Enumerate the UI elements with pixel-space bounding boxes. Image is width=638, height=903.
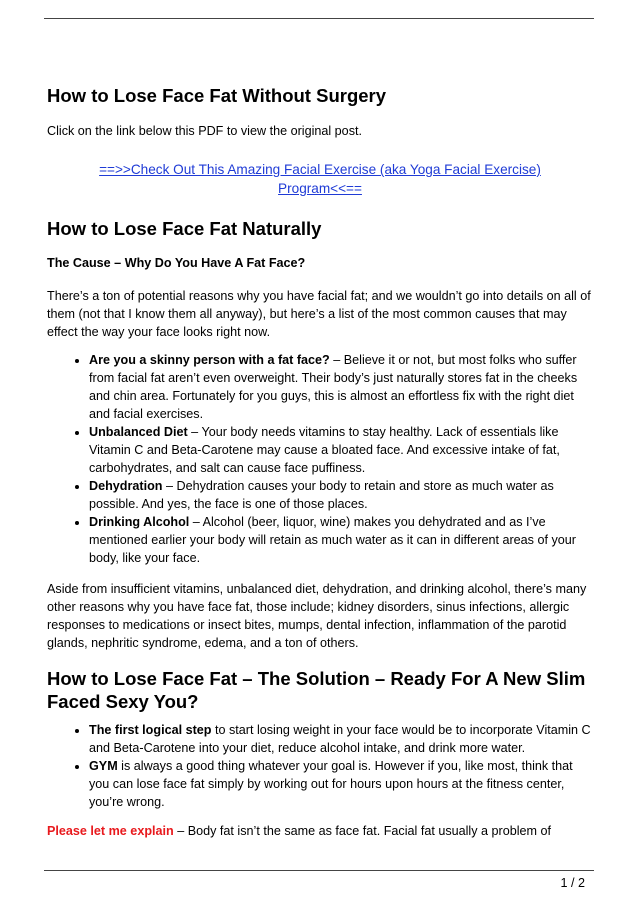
explain-paragraph: [47, 822, 593, 840]
list-item: [89, 757, 593, 811]
original-post-link[interactable]: ==>>Check Out This Amazing Facial Exercise (aka Yoga Facial Exercise) Program<<==: [99, 162, 541, 196]
causes-list: [47, 351, 593, 567]
list-item-bold: GYM: [89, 759, 118, 773]
list-item: [89, 721, 593, 757]
list-item-bold: Unbalanced Diet: [89, 425, 188, 439]
list-item: [89, 477, 593, 513]
list-item: [89, 351, 593, 423]
link-block: [47, 160, 593, 198]
intro-text: Click on the link below this PDF to view the original post.: [47, 124, 362, 138]
page-number: 1 / 2: [560, 876, 585, 890]
section2-heading: How to Lose Face Fat – The Solution – Ready For A New Slim Faced Sexy You?: [47, 668, 586, 712]
list-item: [89, 513, 593, 567]
document-body: [47, 84, 593, 840]
list-item-bold: Dehydration: [89, 479, 163, 493]
list-item-text: – Your body needs vitamins to stay healthy. Lack of essentials like Vitamin C and Beta-Carotene may cause a bloated face. And excessive intake of fat, carbohydrates, and salt can cause face puffiness.: [89, 425, 560, 475]
section1-paragraph-2: Aside from insufficient vitamins, unbalanced diet, dehydration, and drinking alcohol, there’s many other reasons why you have face fat, those include; kidney disorders, sinus infections, allergic responses to medications or insect bites, mumps, dental infection, inflammation of the parotid glands, nephritic syndrome, edema, and a ton of others.: [47, 582, 587, 650]
explain-label: Please let me explain: [47, 824, 174, 838]
list-item-text: to start losing weight in your face would be to incorporate Vitamin C and Beta-Carotene into your diet, reduce alcohol intake, and drink more water.: [89, 723, 591, 755]
header-rule: [44, 18, 594, 19]
explain-text: – Body fat isn’t the same as face fat. Facial fat usually a problem of: [173, 824, 552, 838]
list-item-bold: Drinking Alcohol: [89, 515, 190, 529]
section1-paragraph: There’s a ton of potential reasons why you have facial fat; and we wouldn’t go into details on all of them (not that I know them all anyway), but here’s a list of the most common causes that may effect the way your face looks right now.: [47, 289, 591, 339]
section1-subheading: The Cause – Why Do You Have A Fat Face?: [47, 256, 306, 270]
solutions-list: [47, 721, 593, 811]
list-item-text: – Believe it or not, but most folks who suffer from facial fat aren’t even overweight. Their body’s just naturally stores fat in the cheeks and chin area. Fortunately for you guys, this is almost an effortless fix with the right diet and facial exercises.: [89, 353, 578, 421]
section1-heading: How to Lose Face Fat Naturally: [47, 218, 322, 239]
list-item-text: is always a good thing whatever your goal is. However if you, like most, think that you can lose face fat simply by working out for hours upon hours at the fitness center, you’re wrong.: [89, 759, 573, 809]
list-item-text: – Dehydration causes your body to retain and store as much water as possible. And yes, the face is one of those places.: [89, 479, 554, 511]
list-item-bold: The first logical step: [89, 723, 212, 737]
list-item-text: – Alcohol (beer, liquor, wine) makes you dehydrated and as I’ve mentioned earlier your body will retain as much water as it can in different areas of your body, like your face.: [89, 515, 576, 565]
footer-rule: [44, 870, 594, 871]
list-item: [89, 423, 593, 477]
list-item-bold: Are you a skinny person with a fat face?: [89, 353, 330, 367]
page-title: How to Lose Face Fat Without Surgery: [47, 85, 387, 106]
